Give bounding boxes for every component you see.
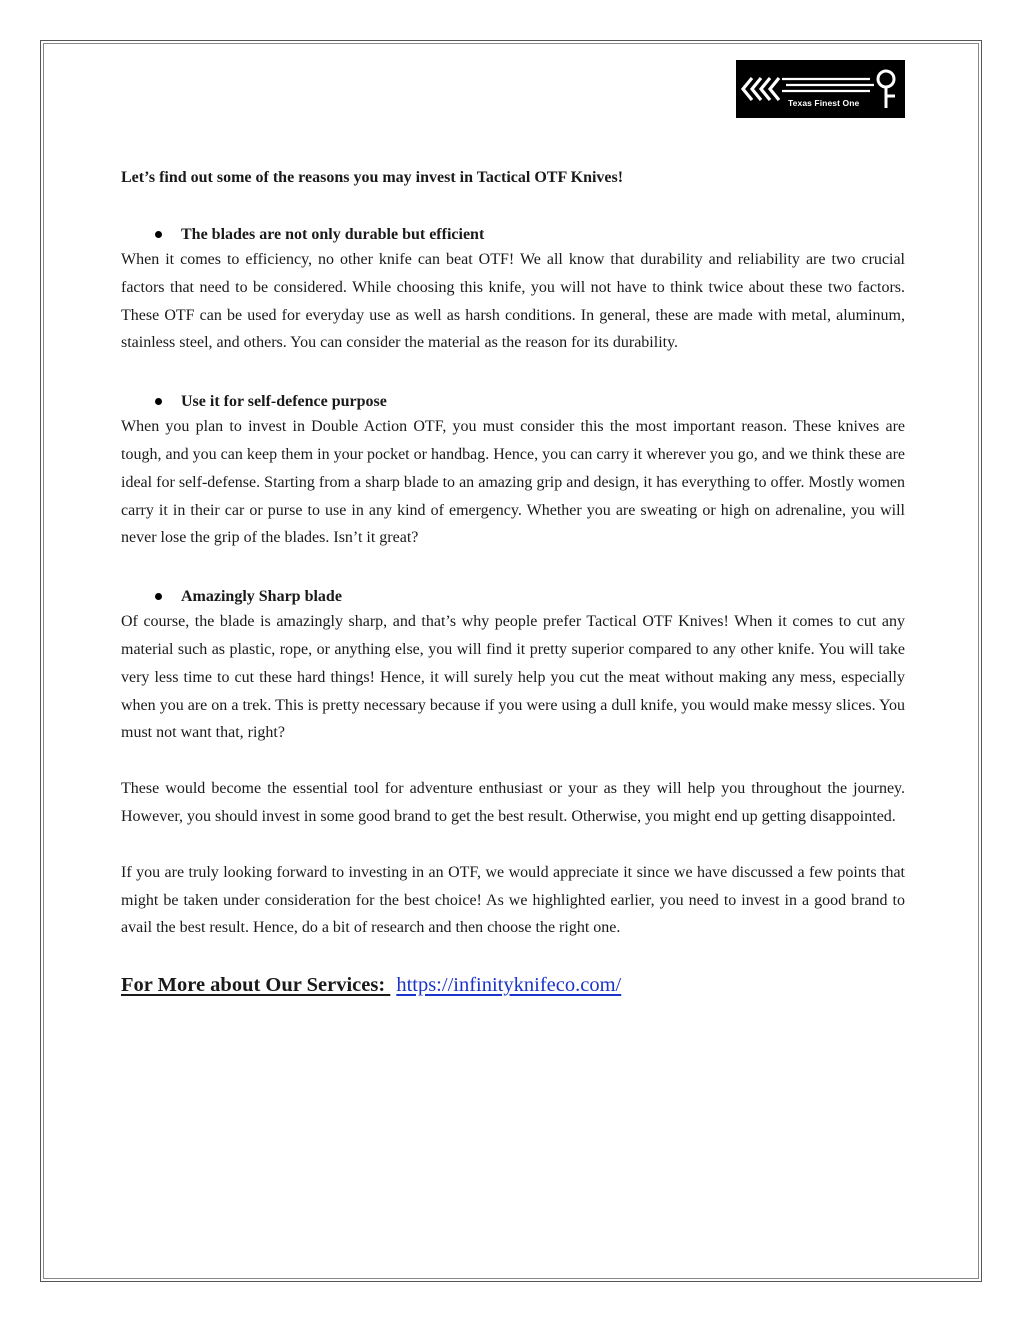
section-body: When you plan to invest in Double Action OTF, you must consider this the most important reason. These knives are tough, and you can keep them in your pocket or handbag. Hence, you can carry it wherever you go, and we think these are ideal for self-defense. Starting from a sharp blade to an amazing grip and design, it has everything to offer. Mostly women carry it in their car or purse to use in any kind of emergency. Whether you are sweating or high on adrenaline, you will never lose the grip of the blades. Isn’t it great? [121,418,905,547]
brand-logo-icon [736,60,905,118]
document-heading: Let’s find out some of the reasons you may invest in Tactical OTF Knives! [121,169,624,186]
section-sharp-blade [121,586,905,747]
services-footer [121,970,905,1000]
section-title [121,586,905,608]
paragraph-adventure: These would become the essential tool for adventure enthusiast or your as they will help you throughout the journey. However, you should invest in some good brand to get the best result. Otherwise, you might end up getting disappointed. [121,780,905,825]
section-body: When it comes to efficiency, no other knife can beat OTF! We all know that durability and reliability are two crucial factors that need to be considered. While choosing this knife, you will not have to think twice about these two factors. These OTF can be used for everyday use as well as harsh conditions. In general, these are made with metal, aluminum, stainless steel, and others. You can consider the material as the reason for its durability. [121,251,905,352]
bullet-icon [155,593,162,600]
bullet-icon [155,398,162,405]
section-self-defence [121,391,905,552]
paragraph-conclusion: If you are truly looking forward to investing in an OTF, we would appreciate it since we have discussed a few points that might be taken under consideration for the best choice! As we highlighted earlier, you need to invest in a good brand to avail the best result. Hence, do a bit of research and then choose the right one. [121,863,905,937]
section-title-text: Amazingly Sharp blade [181,588,342,606]
services-label: For More about Our Services: [121,974,391,997]
section-title-text: The blades are not only durable but efficient [181,226,485,243]
section-body: Of course, the blade is amazingly sharp, and that’s why people prefer Tactical OTF Knives! When it comes to cut any material such as plastic, rope, or anything else, you will find it pretty superior compared to any other knife. You will take very less time to cut these hard things! Hence, it will surely help you cut the meat without making any mess, especially when you are on a trek. This is pretty necessary because if you were using a dull knife, you would make messy slices. You must not want that, right? [121,613,905,742]
section-durable [121,224,905,357]
bullet-icon [155,231,162,238]
section-title [121,391,905,413]
section-title [121,224,905,246]
section-title-text: Use it for self-defence purpose [181,393,387,411]
brand-logo-text: Texas Finest One [788,98,860,108]
document-body [121,166,905,1000]
services-link[interactable]: https://infinityknifeco.com/ [396,974,622,997]
brand-logo [736,60,905,118]
